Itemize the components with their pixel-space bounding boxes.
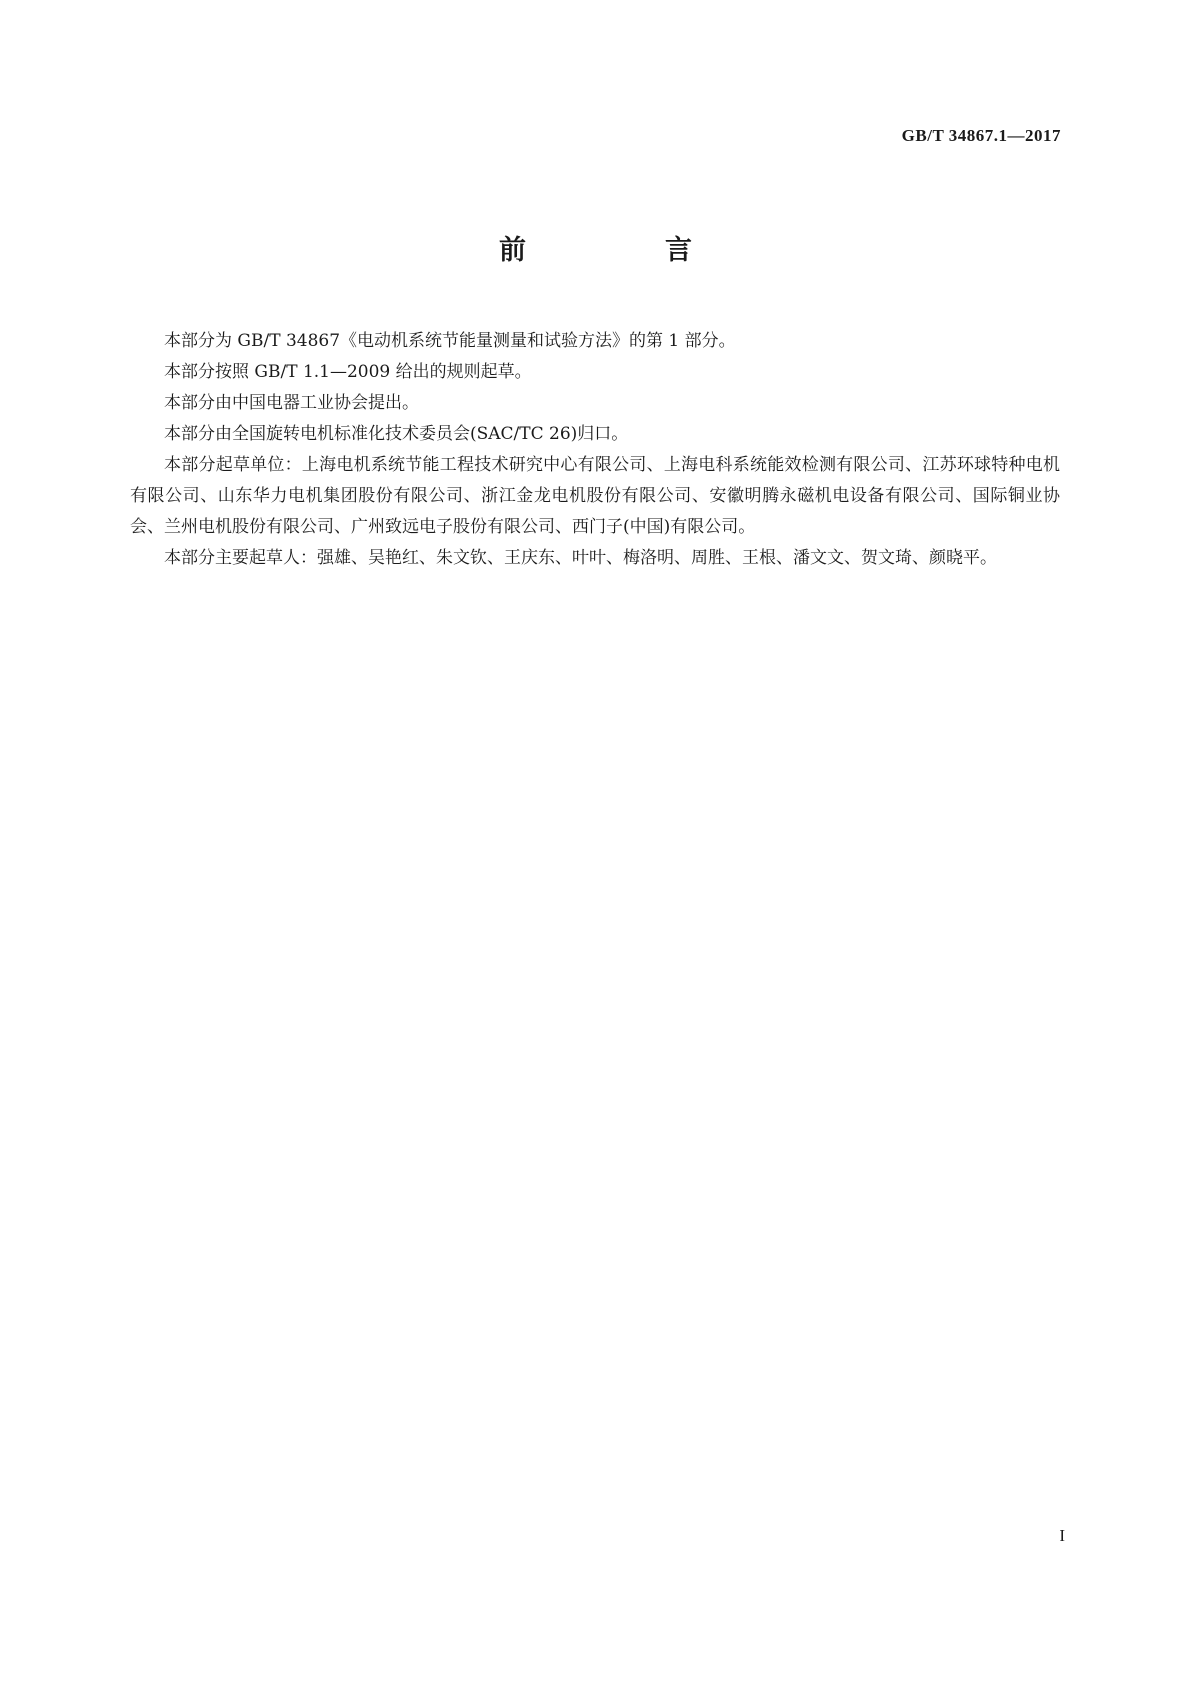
paragraph-part-statement: 本部分为 GB/T 34867《电动机系统节能量测量和试验方法》的第 1 部分。 bbox=[164, 331, 736, 351]
paragraph-proposer: 本部分由中国电器工业协会提出。 bbox=[164, 393, 419, 413]
page-number: I bbox=[1059, 1526, 1065, 1545]
foreword-body bbox=[130, 326, 1060, 574]
standard-code: GB/T 34867.1—2017 bbox=[901, 126, 1061, 145]
paragraph-technical-committee: 本部分由全国旋转电机标准化技术委员会(SAC/TC 26)归口。 bbox=[164, 424, 629, 444]
paragraph-drafting-rules: 本部分按照 GB/T 1.1—2009 给出的规则起草。 bbox=[164, 362, 532, 382]
paragraph-drafting-units: 本部分起草单位：上海电机系统节能工程技术研究中心有限公司、上海电科系统能效检测有限公司、江苏环球特种电机有限公司、山东华力电机集团股份有限公司、浙江金龙电机股份有限公司、安徽明腾永磁机电设备有限公司、国际铜业协会、兰州电机股份有限公司、广州致远电子股份有限公司、西门子(中国)有限公司。 bbox=[130, 455, 1060, 537]
paragraph-drafters: 本部分主要起草人：强雄、吴艳红、朱文钦、王庆东、叶叶、梅洛明、周胜、王根、潘文文、贺文琦、颜晓平。 bbox=[164, 548, 997, 568]
page-title: 前 言 bbox=[499, 235, 748, 266]
